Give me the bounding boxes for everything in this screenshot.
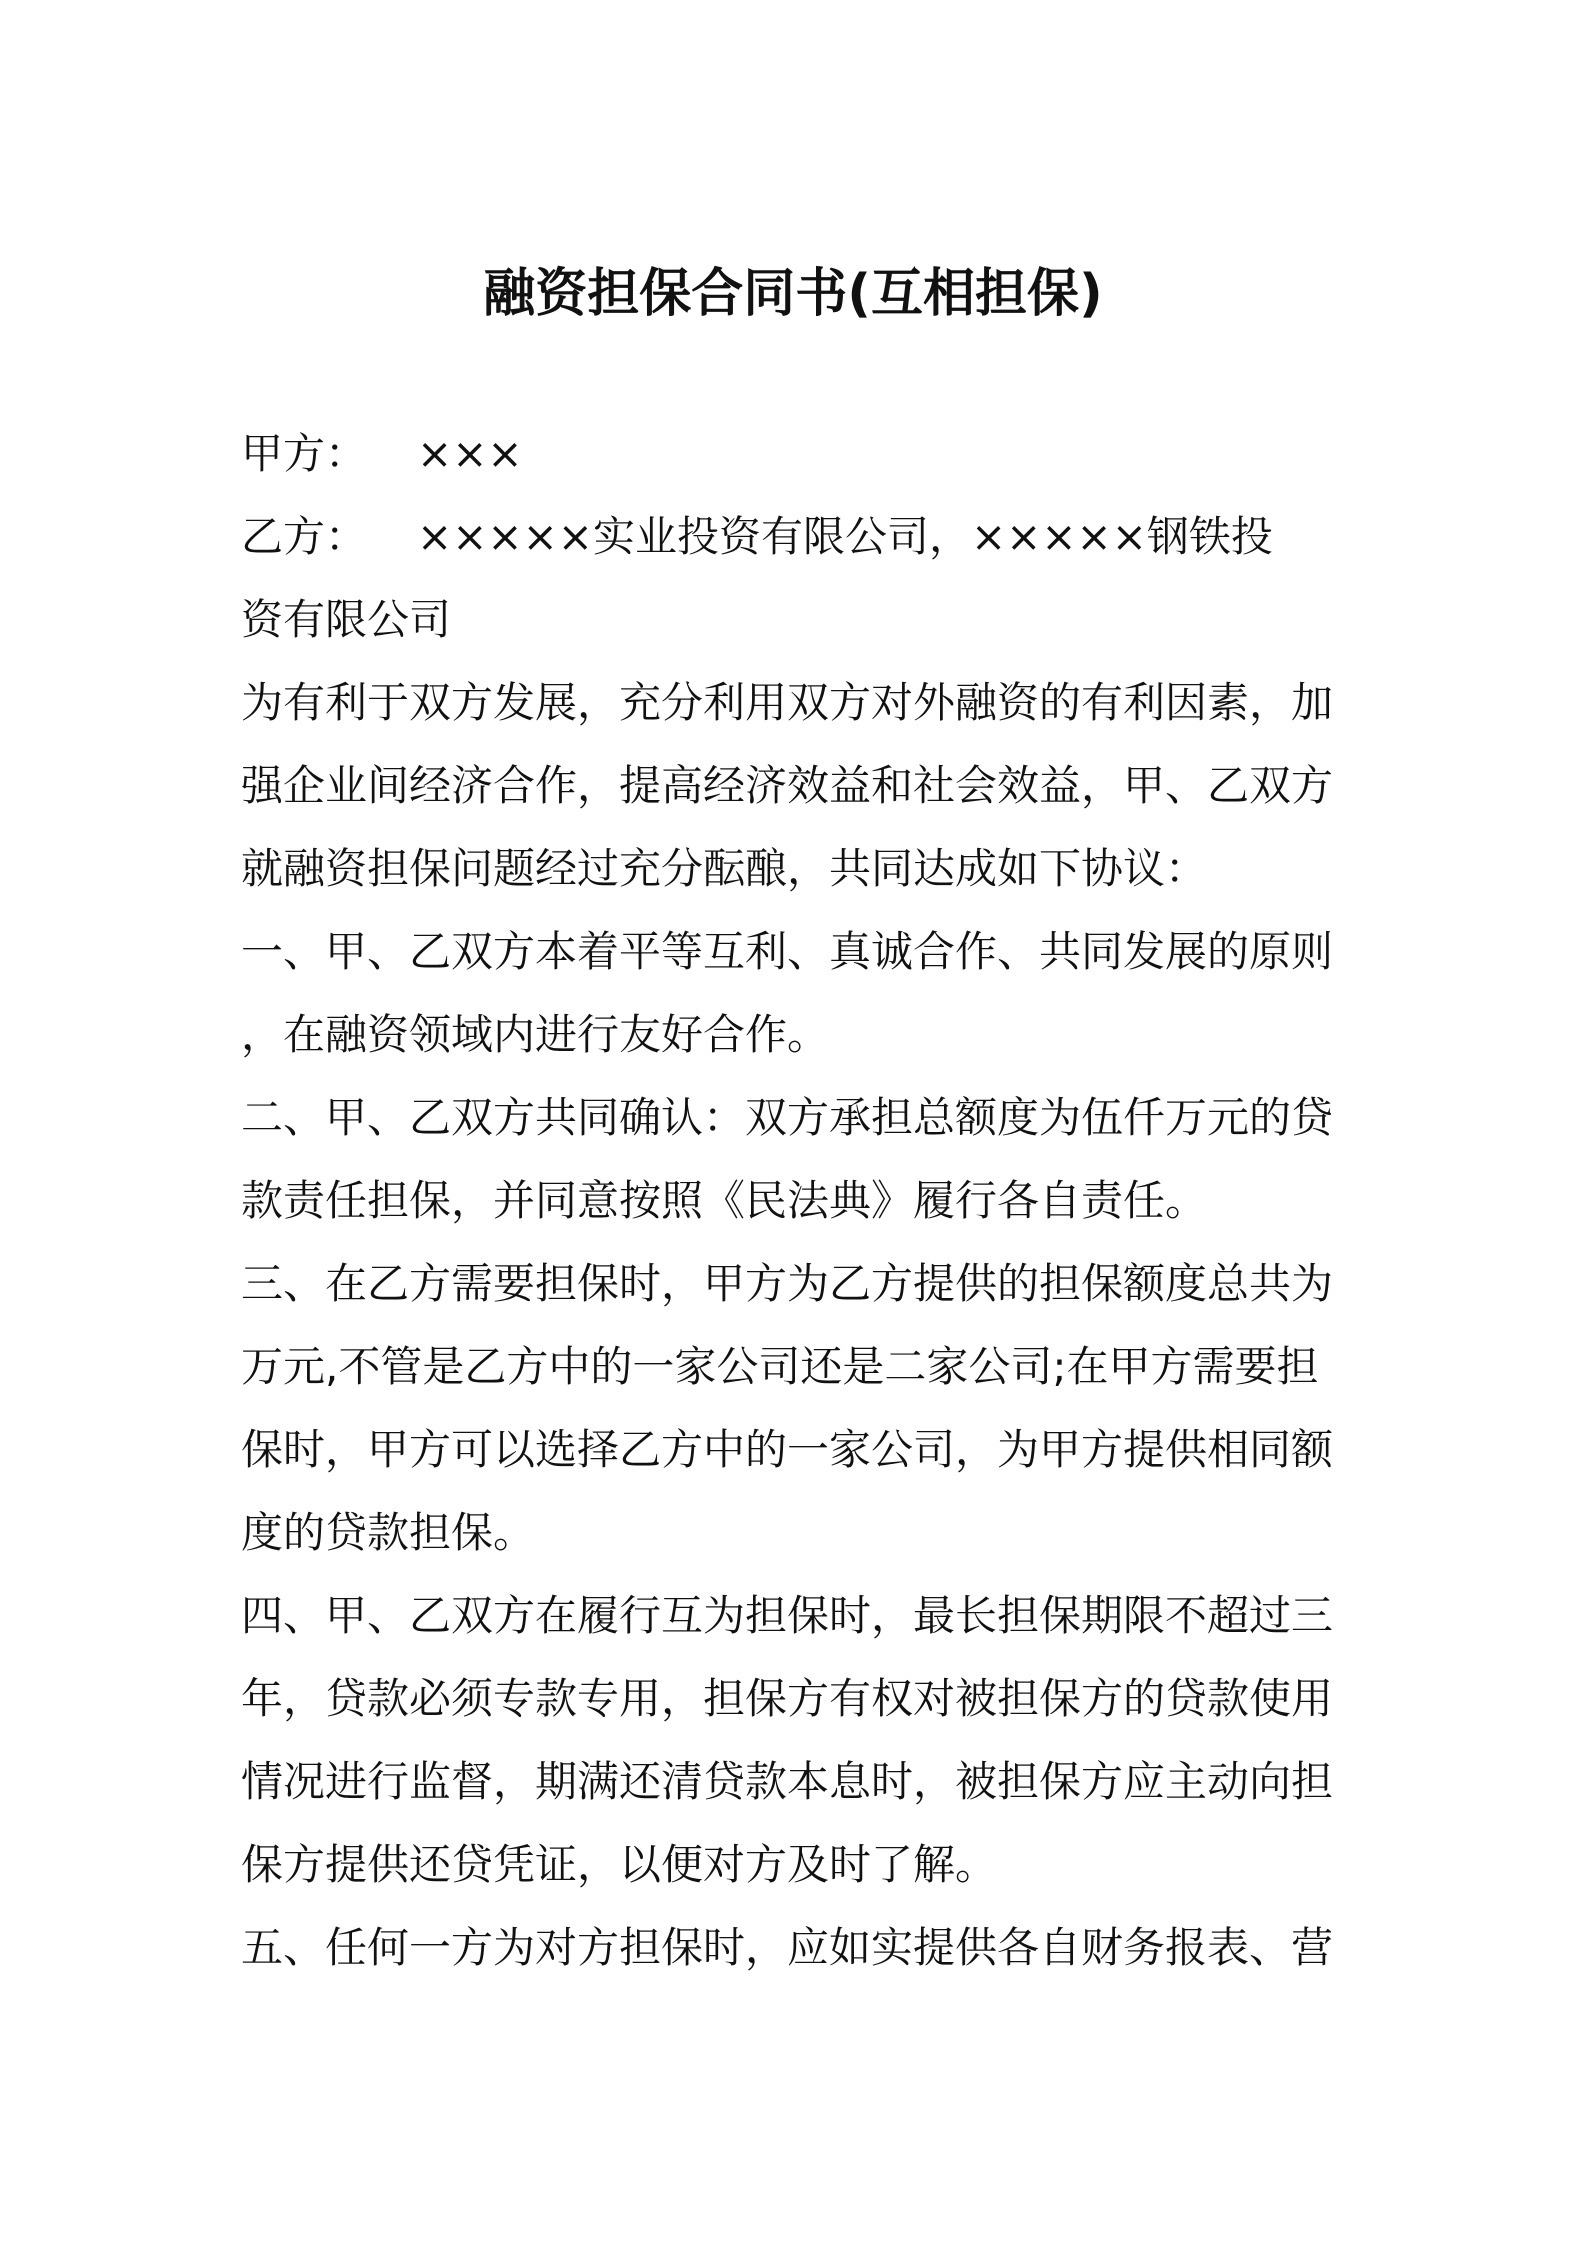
clause-4-line: 年，贷款必须专款专用，担保方有权对被担保方的贷款使用 [241, 1674, 1334, 1723]
clause-1-line: ，在融资领域内进行友好合作。 [241, 1010, 830, 1059]
text-line: 为有利于双方发展，充分利用双方对外融资的有利因素，加 [241, 678, 1334, 727]
clause-3-line: 万元,不管是乙方中的一家公司还是二家公司;在甲方需要担 [241, 1342, 1319, 1391]
text-line: 就融资担保问题经过充分酝酿，共同达成如下协议： [241, 844, 1208, 893]
party-b-value: ×××××实业投资有限公司，×××××钢铁投 [417, 512, 1273, 561]
party-a-label: 甲方： [241, 429, 368, 478]
text-line: 强企业间经济合作，提高经济效益和社会效益，甲、乙双方 [241, 761, 1334, 810]
clause-2-line: 二、甲、乙双方共同确认：双方承担总额度为伍仟万元的贷 [241, 1093, 1334, 1142]
party-a-value: ××× [417, 429, 523, 478]
clause-5-line: 五、任何一方为对方担保时，应如实提供各自财务报表、营 [241, 1923, 1334, 1972]
clause-1-line: 一、甲、乙双方本着平等互利、真诚合作、共同发展的原则 [241, 927, 1334, 976]
document-body [241, 412, 1357, 1989]
clause-4-line: 情况进行监督，期满还清贷款本息时，被担保方应主动向担 [241, 1757, 1334, 1806]
clause-3-line: 保时，甲方可以选择乙方中的一家公司，为甲方提供相同额 [241, 1425, 1334, 1474]
party-b-line-continued: 资有限公司 [241, 595, 452, 644]
clause-2-line: 款责任担保，并同意按照《民法典》履行各自责任。 [241, 1176, 1208, 1225]
clause-3-line: 三、在乙方需要担保时，甲方为乙方提供的担保额度总共为 [241, 1259, 1334, 1308]
party-b-line [241, 495, 1357, 578]
party-a-line [241, 412, 1357, 495]
clause-4-line: 四、甲、乙双方在履行互为担保时，最长担保期限不超过三 [241, 1591, 1334, 1640]
party-b-label: 乙方： [241, 512, 368, 561]
document-title: 融资担保合同书(互相担保) [483, 264, 1103, 324]
clause-3-line: 度的贷款担保。 [241, 1508, 536, 1557]
clause-4-line: 保方提供还贷凭证，以便对方及时了解。 [241, 1840, 998, 1889]
